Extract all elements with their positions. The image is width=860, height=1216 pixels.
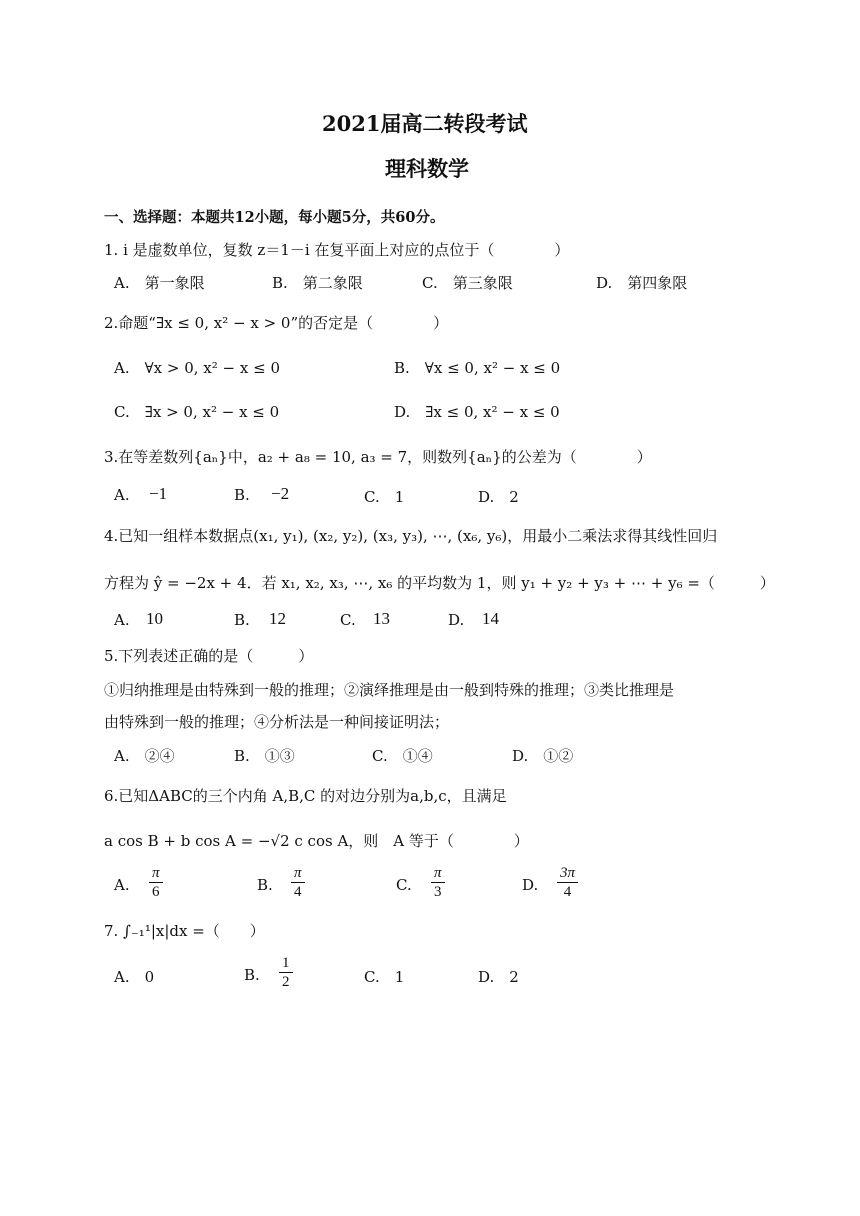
question-4-stem-line1: 4.已知一组样本数据点(x₁, y₁), (x₂, y₂), (x₃, y₃), ⋯, (x₆, y₆)，用最小二乘法求得其线性回归: [104, 527, 718, 545]
exam-subject: 理科数学: [385, 156, 469, 181]
q6-b-denominator: 4: [294, 884, 302, 900]
q4-option-c-value: 13: [373, 609, 390, 628]
q7-option-b-fraction: [279, 954, 293, 991]
q5-option-c: C. ①④: [372, 747, 433, 765]
q3-option-b-value: −2: [271, 484, 290, 503]
q1-option-d: D. 第四象限: [596, 274, 688, 292]
question-1-stem: 1. i 是虚数单位，复数 z＝1－i 在复平面上对应的点位于（ ）: [104, 241, 570, 259]
question-4-stem-line2: 方程为 ŷ = −2x + 4．若 x₁, x₂, x₃, ⋯, x₆ 的平均数为 1，则 y₁ + y₂ + y₃ + ⋯ + y₆ =（ ）: [104, 574, 775, 592]
q6-d-numerator: 3π: [557, 864, 578, 883]
q4-option-a-value: 10: [146, 609, 163, 628]
q7-option-a: A. 0: [114, 968, 155, 986]
q4-option-d-letter: D.: [448, 611, 465, 629]
q2-option-c: C. ∃x > 0, x² − x ≤ 0: [114, 403, 280, 421]
q7-b-numerator: 1: [279, 954, 293, 973]
q6-option-b-fraction: [291, 864, 305, 901]
q2-option-a: A. ∀x > 0, x² − x ≤ 0: [114, 359, 280, 377]
question-5-body-line2: 由特殊到一般的推理；④分析法是一种间接证明法；: [104, 713, 450, 731]
q6-d-denominator: 4: [563, 884, 572, 900]
q6-option-a-fraction: [149, 864, 163, 901]
question-6-stem-line2: a cos B + b cos A = −√2 c cos A，则 A 等于（ ）: [104, 832, 529, 850]
section-heading: 一、选择题：本题共12小题，每小题5分，共60分。: [104, 209, 445, 226]
q7-option-d: D. 2: [478, 968, 519, 986]
q3-option-b-letter: B.: [234, 486, 250, 504]
question-6-stem-line1: 6.已知ΔABC的三个内角 A,B,C 的对边分别为a,b,c，且满足: [104, 787, 507, 805]
q6-option-a-letter: A.: [114, 876, 130, 894]
q5-option-a: A. ②④: [114, 747, 175, 765]
question-5-stem: 5.下列表述正确的是（ ）: [104, 647, 314, 665]
q1-option-b: B. 第二象限: [272, 274, 363, 292]
q3-option-c: C. 1: [364, 488, 405, 506]
q6-c-numerator: π: [431, 864, 445, 883]
q2-option-d: D. ∃x ≤ 0, x² − x ≤ 0: [394, 403, 560, 421]
q6-c-denominator: 3: [434, 884, 442, 900]
q5-option-d: D. ①②: [512, 747, 574, 765]
question-2-stem: 2.命题“∃x ≤ 0, x² − x > 0”的否定是（ ）: [104, 314, 449, 332]
q4-option-a-letter: A.: [114, 611, 130, 629]
q6-a-denominator: 6: [152, 884, 160, 900]
q7-b-denominator: 2: [282, 974, 290, 990]
q5-option-b: B. ①③: [234, 747, 295, 765]
q2-option-b: B. ∀x ≤ 0, x² − x ≤ 0: [394, 359, 561, 377]
q6-option-b-letter: B.: [257, 876, 273, 894]
q3-option-a-value: −1: [149, 484, 168, 503]
question-7-stem: 7. ∫₋₁¹|x|dx =（ ）: [104, 922, 265, 940]
q4-option-d-value: 14: [482, 609, 499, 628]
q4-option-b-value: 12: [269, 609, 286, 628]
question-3-stem: 3.在等差数列{aₙ}中，a₂ + a₈ = 10, a₃ = 7，则数列{aₙ}的公差为（ ）: [104, 448, 652, 466]
q7-option-b-letter: B.: [244, 966, 260, 984]
q6-option-c-letter: C.: [396, 876, 412, 894]
q6-a-numerator: π: [149, 864, 163, 883]
q3-option-a-letter: A.: [114, 486, 130, 504]
q6-option-c-fraction: [431, 864, 445, 901]
q4-option-c-letter: C.: [340, 611, 356, 629]
question-5-body-line1: ①归纳推理是由特殊到一般的推理；②演绎推理是由一般到特殊的推理；③类比推理是: [104, 681, 675, 699]
q3-option-d: D. 2: [478, 488, 519, 506]
q1-option-c: C. 第三象限: [422, 274, 513, 292]
q6-option-d-fraction: [557, 864, 578, 901]
q6-b-numerator: π: [291, 864, 305, 883]
q7-option-c: C. 1: [364, 968, 405, 986]
exam-title: 2021届高二转段考试: [322, 111, 528, 136]
q1-option-a: A. 第一象限: [114, 274, 205, 292]
q6-option-d-letter: D.: [522, 876, 539, 894]
q4-option-b-letter: B.: [234, 611, 250, 629]
